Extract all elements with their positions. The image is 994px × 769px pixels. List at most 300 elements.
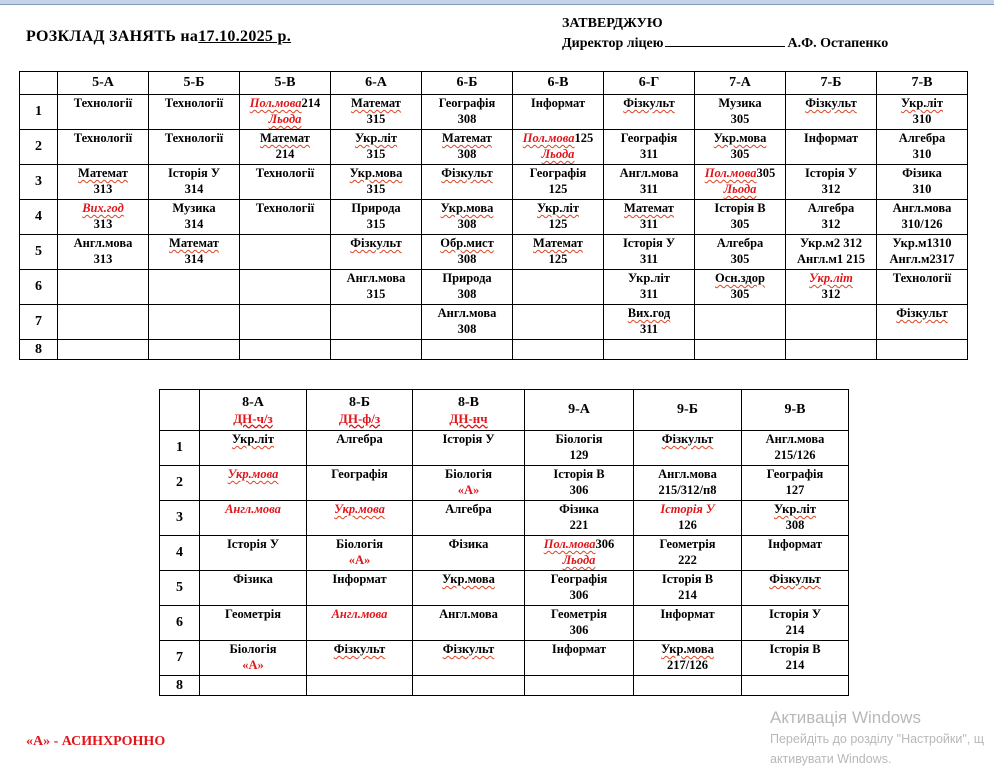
subject bbox=[786, 165, 876, 181]
lesson-cell bbox=[634, 571, 742, 606]
period-number: 4 bbox=[160, 536, 200, 571]
cell-text: 306 bbox=[569, 623, 589, 637]
lesson-cell bbox=[58, 305, 149, 340]
subject bbox=[200, 501, 306, 517]
subject-name: Інформат bbox=[660, 607, 715, 621]
subject bbox=[604, 130, 694, 146]
lesson-cell bbox=[307, 571, 413, 606]
period-number: 8 bbox=[20, 340, 58, 360]
subject-name: Біологія bbox=[229, 642, 277, 656]
lesson-cell bbox=[413, 641, 525, 676]
lesson-cell bbox=[513, 200, 604, 235]
class-header-8-А bbox=[200, 390, 307, 431]
lesson-cell bbox=[525, 571, 634, 606]
room bbox=[604, 321, 694, 337]
subject-name: Географія bbox=[550, 572, 608, 586]
room bbox=[604, 146, 694, 162]
lesson-cell bbox=[525, 431, 634, 466]
room bbox=[331, 286, 421, 302]
subject-name: Природа bbox=[442, 271, 492, 285]
subject-name: Фізкульт bbox=[661, 432, 714, 446]
period-number: 7 bbox=[20, 305, 58, 340]
subject bbox=[742, 431, 848, 447]
lesson-cell bbox=[604, 235, 695, 270]
subject-name: Геометрія bbox=[224, 607, 282, 621]
subject bbox=[525, 536, 633, 552]
cell-text: 306 bbox=[569, 483, 589, 497]
cell-text: 214 bbox=[785, 658, 805, 672]
room bbox=[422, 251, 512, 267]
period-row bbox=[20, 340, 968, 360]
subject-name: Природа bbox=[351, 201, 401, 215]
cell-text: 308 bbox=[457, 322, 477, 336]
lesson-cell bbox=[786, 305, 877, 340]
schedule-table-grades-8-9 bbox=[159, 389, 849, 696]
subject bbox=[695, 235, 785, 251]
subject-name: Фізкульт bbox=[442, 642, 495, 656]
subject bbox=[149, 165, 239, 181]
cell-text: 308 bbox=[457, 112, 477, 126]
subject bbox=[200, 571, 306, 587]
subject bbox=[331, 235, 421, 251]
subject-name: Укр.літ bbox=[354, 131, 398, 145]
lesson-cell bbox=[58, 130, 149, 165]
subject-name: Фізика bbox=[233, 572, 273, 586]
subject-name: Інформат bbox=[767, 537, 823, 551]
subject-name: Укр.літ bbox=[773, 502, 817, 516]
room bbox=[513, 251, 603, 267]
lesson-cell bbox=[525, 536, 634, 571]
cell-text: 125 bbox=[574, 131, 594, 145]
lesson-cell bbox=[200, 606, 307, 641]
subject bbox=[525, 641, 633, 657]
subject bbox=[786, 130, 876, 146]
approval-heading: ЗАТВЕРДЖУЮ bbox=[562, 16, 663, 31]
room bbox=[413, 482, 524, 498]
subject bbox=[525, 606, 633, 622]
lesson-cell bbox=[513, 95, 604, 130]
lesson-cell bbox=[200, 466, 307, 501]
period-number: 5 bbox=[20, 235, 58, 270]
room bbox=[422, 216, 512, 232]
lesson-cell bbox=[877, 340, 968, 360]
subject bbox=[58, 95, 148, 111]
room bbox=[525, 447, 633, 463]
cell-text: 311 bbox=[639, 147, 659, 161]
room bbox=[695, 146, 785, 162]
cell-text: 315 bbox=[366, 182, 386, 196]
subject-name: Укр.м2 312 bbox=[799, 236, 863, 250]
subject-name: Історія У bbox=[768, 607, 822, 621]
cell-text: 312 bbox=[821, 287, 841, 301]
room bbox=[513, 181, 603, 197]
subject bbox=[307, 641, 412, 657]
lesson-cell bbox=[413, 536, 525, 571]
subject-name: Укр.літ bbox=[627, 271, 671, 285]
cell-text: 308 bbox=[457, 147, 477, 161]
subject bbox=[513, 165, 603, 181]
lesson-cell bbox=[240, 130, 331, 165]
lesson-cell bbox=[513, 305, 604, 340]
class-header-7-А: 7-А bbox=[695, 72, 786, 95]
period-number: 6 bbox=[20, 270, 58, 305]
subject-name: Англ.мова bbox=[346, 271, 406, 285]
period-row bbox=[20, 200, 968, 235]
period-row bbox=[160, 606, 849, 641]
cell-text: 315 bbox=[366, 217, 386, 231]
subject bbox=[331, 130, 421, 146]
cell-text: 308 bbox=[457, 217, 477, 231]
lesson-cell bbox=[786, 165, 877, 200]
class-header-9-В bbox=[742, 390, 849, 431]
subject bbox=[307, 501, 412, 517]
subject bbox=[786, 270, 876, 286]
subject bbox=[331, 270, 421, 286]
lesson-cell bbox=[331, 270, 422, 305]
period-number: 8 bbox=[160, 676, 200, 696]
lesson-cell bbox=[742, 641, 849, 676]
period-number: 1 bbox=[20, 95, 58, 130]
lesson-cell bbox=[877, 305, 968, 340]
watermark-line-3: активувати Windows. bbox=[770, 752, 892, 766]
lesson-cell bbox=[695, 95, 786, 130]
room bbox=[695, 111, 785, 127]
subject bbox=[200, 431, 306, 447]
subject-name: Історія У bbox=[442, 432, 495, 446]
lesson-cell bbox=[742, 431, 849, 466]
cell-text: 313 bbox=[93, 217, 113, 231]
lesson-cell bbox=[525, 641, 634, 676]
room bbox=[331, 181, 421, 197]
lesson-cell bbox=[331, 130, 422, 165]
lesson-cell bbox=[422, 200, 513, 235]
subject bbox=[742, 536, 848, 552]
subject bbox=[422, 165, 512, 181]
lesson-cell bbox=[786, 200, 877, 235]
subject-name: Алгебра bbox=[336, 432, 383, 446]
class-study-mode: ДН-ф/з bbox=[338, 410, 381, 426]
class-header-7-В: 7-В bbox=[877, 72, 968, 95]
subject bbox=[877, 235, 967, 251]
subject-name: Укр.мова bbox=[713, 131, 767, 145]
subject-name: Англ.мова bbox=[892, 201, 952, 215]
room bbox=[742, 622, 848, 638]
subject bbox=[200, 466, 306, 482]
lesson-cell bbox=[634, 676, 742, 696]
subject-name: Географія bbox=[529, 166, 587, 180]
subject bbox=[149, 95, 239, 111]
lesson-cell bbox=[695, 130, 786, 165]
room bbox=[525, 622, 633, 638]
lesson-cell bbox=[877, 235, 968, 270]
lesson-cell bbox=[413, 606, 525, 641]
room bbox=[422, 111, 512, 127]
lesson-cell bbox=[331, 340, 422, 360]
lesson-cell bbox=[240, 340, 331, 360]
subject-name: Англ.мова bbox=[73, 236, 133, 250]
cell-text: 313 bbox=[93, 182, 113, 196]
subject bbox=[877, 95, 967, 111]
subject bbox=[604, 200, 694, 216]
cell-text: 312 bbox=[821, 217, 841, 231]
subject bbox=[149, 130, 239, 146]
subject-name: Математ bbox=[260, 131, 310, 145]
lesson-cell bbox=[240, 200, 331, 235]
period-row bbox=[20, 130, 968, 165]
period-row bbox=[20, 95, 968, 130]
teacher-note bbox=[525, 552, 633, 568]
room bbox=[786, 286, 876, 302]
cell-text: Льода bbox=[562, 553, 596, 567]
watermark-line-2: Перейдіть до розділу "Настройки", щ bbox=[770, 732, 985, 746]
lesson-cell bbox=[742, 466, 849, 501]
lesson-cell bbox=[634, 431, 742, 466]
subject bbox=[742, 606, 848, 622]
signature-blank bbox=[665, 34, 785, 47]
subject bbox=[786, 235, 876, 251]
lesson-cell bbox=[604, 340, 695, 360]
room bbox=[58, 216, 148, 232]
subject bbox=[307, 466, 412, 482]
subject-name: Історія В bbox=[714, 201, 766, 215]
subject-name: Укр.мова bbox=[334, 502, 385, 516]
cell-text: 125 bbox=[548, 252, 568, 266]
lesson-cell bbox=[695, 200, 786, 235]
lesson-cell bbox=[58, 235, 149, 270]
room bbox=[695, 286, 785, 302]
footnote-async: «А» - АСИНХРОННО bbox=[26, 734, 166, 749]
lesson-cell bbox=[525, 501, 634, 536]
lesson-cell bbox=[525, 676, 634, 696]
class-header-5-В: 5-В bbox=[240, 72, 331, 95]
cell-text: 311 bbox=[639, 217, 659, 231]
subject bbox=[422, 235, 512, 251]
subject-name: Геометрія bbox=[659, 537, 716, 551]
period-number: 2 bbox=[160, 466, 200, 501]
teacher-note bbox=[240, 111, 330, 127]
subject-name: Технології bbox=[164, 131, 224, 145]
subject bbox=[695, 130, 785, 146]
subject-name: Історія У bbox=[622, 236, 676, 250]
subject-name: Алгебра bbox=[898, 131, 946, 145]
teacher-note bbox=[513, 146, 603, 162]
subject-name: Географія bbox=[620, 131, 678, 145]
subject-name: Англ.мова bbox=[619, 166, 679, 180]
lesson-cell bbox=[149, 270, 240, 305]
cell-text: 310 bbox=[912, 147, 932, 161]
subject-name: Алгебра bbox=[807, 201, 855, 215]
subject bbox=[634, 641, 741, 657]
cell-text: 222 bbox=[678, 553, 697, 567]
subject bbox=[513, 235, 603, 251]
subject-name: Фізкульт bbox=[896, 306, 948, 320]
subject bbox=[200, 606, 306, 622]
subject-name: Вих.год bbox=[82, 201, 124, 215]
cell-text: «А» bbox=[457, 483, 480, 497]
cell-text: «А» bbox=[242, 658, 264, 672]
room bbox=[634, 657, 741, 673]
subject-name: Історія В bbox=[553, 467, 605, 481]
subject-name: Географія bbox=[438, 96, 496, 110]
lesson-cell bbox=[149, 130, 240, 165]
class-name: 8-А bbox=[242, 394, 264, 410]
cell-text: 315 bbox=[366, 147, 386, 161]
room bbox=[695, 216, 785, 232]
class-header-6-В: 6-В bbox=[513, 72, 604, 95]
cell-text: 314 bbox=[184, 217, 204, 231]
class-header-8-Б bbox=[307, 390, 413, 431]
subject bbox=[413, 606, 524, 622]
lesson-cell bbox=[786, 130, 877, 165]
lesson-cell bbox=[513, 340, 604, 360]
subject bbox=[604, 95, 694, 111]
lesson-cell bbox=[634, 501, 742, 536]
subject bbox=[240, 130, 330, 146]
subject bbox=[149, 200, 239, 216]
cell-text: 129 bbox=[569, 448, 589, 462]
lesson-cell bbox=[331, 305, 422, 340]
room bbox=[786, 181, 876, 197]
room bbox=[877, 251, 967, 267]
approval-signature-line bbox=[562, 34, 888, 54]
subject-name: Математ bbox=[351, 96, 401, 110]
lesson-cell bbox=[742, 501, 849, 536]
room bbox=[149, 216, 239, 232]
lesson-cell bbox=[240, 165, 331, 200]
subject bbox=[604, 270, 694, 286]
subject bbox=[240, 95, 330, 111]
lesson-cell bbox=[200, 536, 307, 571]
subject-name: Фізкульт bbox=[623, 96, 675, 110]
windows-activation-watermark bbox=[770, 707, 984, 769]
title-prefix: РОЗКЛАД ЗАНЯТЬ на bbox=[26, 28, 199, 45]
cell-text: 214 bbox=[275, 147, 295, 161]
period-row bbox=[20, 165, 968, 200]
subject-name: Укр.мова bbox=[349, 166, 403, 180]
room bbox=[422, 286, 512, 302]
room bbox=[634, 587, 741, 603]
room bbox=[58, 251, 148, 267]
lesson-cell bbox=[149, 200, 240, 235]
cell-text: 125 bbox=[548, 182, 568, 196]
lesson-cell bbox=[695, 340, 786, 360]
cell-text: 315 bbox=[366, 287, 386, 301]
lesson-cell bbox=[307, 431, 413, 466]
lesson-cell bbox=[877, 130, 968, 165]
lesson-cell bbox=[200, 676, 307, 696]
subject bbox=[413, 571, 524, 587]
subject bbox=[525, 501, 633, 517]
subject bbox=[877, 130, 967, 146]
subject-name: Технології bbox=[255, 201, 315, 215]
window-top-border bbox=[0, 0, 994, 5]
subject bbox=[877, 200, 967, 216]
lesson-cell bbox=[742, 536, 849, 571]
subject bbox=[200, 536, 306, 552]
lesson-cell bbox=[422, 270, 513, 305]
subject-name: Укр.літ bbox=[536, 201, 580, 215]
class-name: 9-В bbox=[784, 402, 806, 417]
room bbox=[786, 251, 876, 267]
period-number: 3 bbox=[20, 165, 58, 200]
subject bbox=[240, 200, 330, 216]
subject-name: Інформат bbox=[332, 572, 387, 586]
lesson-cell bbox=[513, 270, 604, 305]
subject bbox=[634, 606, 741, 622]
cell-text: 215/312/п8 bbox=[658, 483, 717, 497]
lesson-cell bbox=[307, 536, 413, 571]
lesson-cell bbox=[525, 466, 634, 501]
lesson-cell bbox=[240, 95, 331, 130]
room bbox=[200, 657, 306, 673]
lesson-cell bbox=[513, 235, 604, 270]
subject-name: Укр.мова bbox=[661, 642, 714, 656]
cell-text: 308 bbox=[457, 287, 477, 301]
subject bbox=[634, 431, 741, 447]
lesson-cell bbox=[200, 431, 307, 466]
lesson-cell bbox=[604, 95, 695, 130]
cell-text: 125 bbox=[548, 217, 568, 231]
room bbox=[149, 181, 239, 197]
room bbox=[58, 181, 148, 197]
lesson-cell bbox=[413, 571, 525, 606]
cell-text: 217/126 bbox=[667, 658, 708, 672]
cell-text: 312 bbox=[821, 182, 841, 196]
lesson-cell bbox=[307, 641, 413, 676]
lesson-cell bbox=[422, 165, 513, 200]
subject bbox=[742, 501, 848, 517]
subject bbox=[604, 305, 694, 321]
lesson-cell bbox=[58, 270, 149, 305]
lesson-cell bbox=[331, 165, 422, 200]
room bbox=[604, 286, 694, 302]
room bbox=[422, 321, 512, 337]
subject-name: Алгебра bbox=[445, 502, 492, 516]
class-header-8-В bbox=[413, 390, 525, 431]
lesson-cell bbox=[604, 305, 695, 340]
subject-name: Географія bbox=[766, 467, 824, 481]
subject-name: Пол.мова bbox=[522, 131, 575, 145]
lesson-cell bbox=[422, 305, 513, 340]
room bbox=[877, 146, 967, 162]
room bbox=[742, 517, 848, 533]
lesson-cell bbox=[695, 235, 786, 270]
room bbox=[877, 216, 967, 232]
cell-text: 314 bbox=[184, 252, 204, 266]
subject-name: Англ.мова bbox=[331, 607, 388, 621]
lesson-cell bbox=[307, 606, 413, 641]
lesson-cell bbox=[58, 340, 149, 360]
lesson-cell bbox=[240, 235, 331, 270]
subject bbox=[422, 95, 512, 111]
period-row bbox=[160, 466, 849, 501]
room bbox=[742, 657, 848, 673]
cell-text: 214 bbox=[301, 96, 321, 110]
subject-name: Алгебра bbox=[716, 236, 764, 250]
subject-name: Історія У bbox=[226, 537, 280, 551]
subject-name: Біологія bbox=[445, 467, 492, 481]
room bbox=[307, 552, 412, 568]
subject-name: Фізкульт bbox=[769, 572, 821, 586]
schedule-table-grades-5-7 bbox=[19, 71, 968, 360]
lesson-cell bbox=[742, 676, 849, 696]
cell-text: 313 bbox=[93, 252, 113, 266]
lesson-cell bbox=[422, 130, 513, 165]
room bbox=[604, 181, 694, 197]
header-row bbox=[20, 72, 968, 95]
subject-name: Математ bbox=[169, 236, 219, 250]
subject bbox=[695, 95, 785, 111]
